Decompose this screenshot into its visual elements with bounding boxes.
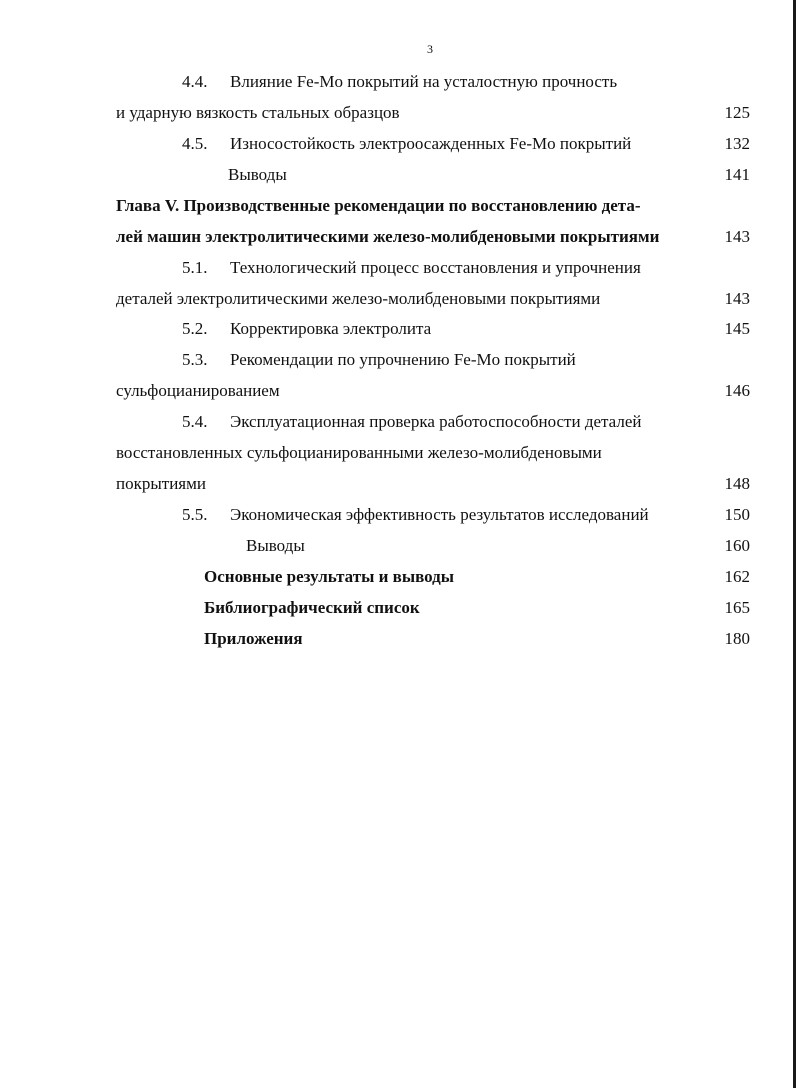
toc-entry-5-1-page: 143	[724, 289, 750, 308]
toc-entry-main-results: Основные результаты и выводы	[204, 567, 455, 586]
toc-entry-5-4-title: Эксплуатационная проверка работоспособности деталей	[230, 412, 642, 431]
page-number: 3	[427, 42, 433, 56]
toc-entry-4-4-line1	[182, 71, 617, 93]
toc-entry-5-3-title: Рекомендации по упрочнению Fe-Mo покрытий	[230, 350, 576, 369]
toc-chapter-5-line1	[116, 195, 720, 217]
toc-entry-5-2-title: Корректировка электролита	[230, 319, 432, 338]
toc-entry-5-4-line3: покрытиями	[116, 474, 206, 493]
toc-chapter-5-title-line2: лей машин электролитическими железо-молибденовыми покрытиями	[116, 227, 660, 246]
toc-entry-bibliography: Библиографический список	[204, 598, 420, 617]
toc-entry-conclusions-ch4: Выводы	[228, 165, 287, 184]
toc-entry-5-5-number: 5.5.	[182, 505, 208, 524]
toc-chapter-5-title-line1: Глава V. Производственные рекомендации по восстановлению дета-	[116, 196, 641, 215]
toc-entry-4-4-number: 4.4.	[182, 72, 208, 91]
toc-entry-5-4-line2: восстановленных сульфоцианированными железо-молибденовыми	[116, 443, 602, 462]
toc-entry-5-4-number: 5.4.	[182, 412, 208, 431]
toc-entry-5-3-page: 146	[724, 381, 750, 400]
toc-entry-5-4-page: 148	[724, 474, 750, 493]
toc-entry-conclusions-ch4-page: 141	[724, 165, 750, 184]
toc-entry-5-5-title: Экономическая эффективность результатов исследований	[230, 505, 649, 524]
toc-entry-4-4-line2: и ударную вязкость стальных образцов	[116, 103, 400, 122]
toc-entry-conclusions-ch5-page: 160	[724, 536, 750, 555]
toc-entry-5-3-line2: сульфоцианированием	[116, 381, 280, 400]
toc-entry-5-3-line1	[182, 349, 576, 371]
toc-chapter-5-page: 143	[724, 227, 750, 246]
toc-entry-5-1-line1	[182, 257, 641, 279]
toc-entry-appendices-page: 180	[724, 629, 750, 648]
toc-entry-5-1-title: Технологический процесс восстановления и упрочнения	[230, 258, 641, 277]
toc-entry-main-results-page: 162	[724, 567, 750, 586]
toc-entry-5-5-page: 150	[724, 505, 750, 524]
toc-entry-5-1-line2: деталей электролитическими железо-молибденовыми покрытиями	[116, 289, 601, 308]
toc-entry-5-3-number: 5.3.	[182, 350, 208, 369]
toc-entry-5-2	[182, 318, 431, 340]
toc-entry-bibliography-page: 165	[724, 598, 750, 617]
toc-entry-5-2-number: 5.2.	[182, 319, 208, 338]
toc-entry-5-5	[182, 504, 649, 526]
toc-entry-4-5-page: 132	[724, 134, 750, 153]
toc-entry-5-1-number: 5.1.	[182, 258, 208, 277]
toc-entry-conclusions-ch5: Выводы	[246, 536, 305, 555]
toc-entry-4-5	[182, 133, 631, 155]
toc-entry-4-5-title: Износостойкость электроосажденных Fe-Mo покрытий	[230, 134, 632, 153]
toc-entry-4-4-title: Влияние Fe-Mo покрытий на усталостную прочность	[230, 72, 618, 91]
toc-entry-5-4-line1	[182, 411, 641, 433]
toc-entry-appendices: Приложения	[204, 629, 303, 648]
toc-entry-4-4-page: 125	[724, 103, 750, 122]
toc-entry-5-2-page: 145	[724, 319, 750, 338]
toc-entry-4-5-number: 4.5.	[182, 134, 208, 153]
